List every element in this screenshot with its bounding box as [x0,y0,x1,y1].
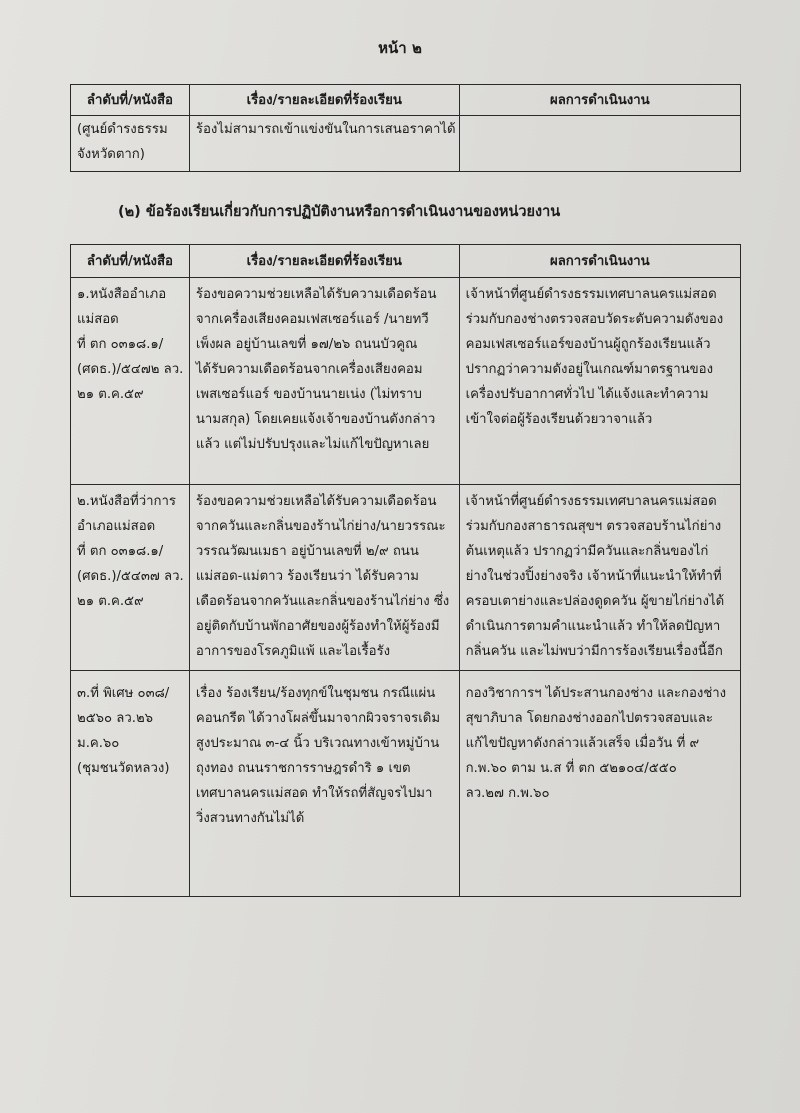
table-row [71,671,741,897]
cell-line: แม่สอด-แม่ตาว ร้องเรียนว่า ได้รับความ [195,569,419,584]
cell-line: อำเภอแม่สอด [77,519,156,534]
cell-line: ร่วมกับกองสาธารณสุขฯ ตรวจสอบร้านไก่ย่าง [465,519,722,534]
cell-complaint-detail [189,671,459,897]
cell-line: ร้องไม่สามารถเข้าแข่งขันในการเสนอราคาได้ [195,122,456,137]
cell-result [459,278,740,485]
page-number: หน้า ๒ [378,39,422,57]
cell-line: ที่ ตก ๐๓๑๘.๑/ [77,337,164,352]
cell-line: ปรากฏว่าความดังอยู่ในเกณฑ์มาตรฐานของ [465,362,714,377]
cell-line: ๑.หนังสืออำเภอ [77,287,167,302]
table-row [71,116,741,172]
cell-line: อยู่ติดกับบ้านพักอาศัยของผู้ร้องทำให้ผู้ร้องมี [195,619,440,634]
cell-line: เรื่อง ร้องเรียน/ร้องทุกข์ในชุมชน กรณีแผ่น [195,686,436,701]
complaint-table-continued [70,84,741,172]
cell-line: จากเครื่องเสียงคอมเฟสเซอร์แอร์ /นายทวี [195,312,429,327]
cell-line: เพสเซอร์แอร์ ของบ้านนายเน่ง (ไม่ทราบ [195,387,422,402]
cell-line: วิ่งสวนทางกันไม่ได้ [195,811,305,826]
cell-line: เทศบาลนครแม่สอด ทำให้รถที่สัญจรไปมา [195,786,433,801]
cell-line: (ศดธ.)/๕๔๗๒ ลว. [77,362,184,377]
cell-complaint-detail [189,116,459,172]
cell-line: ต้นเหตุแล้ว ปรากฏว่ามีควันและกลิ่นของไก่ [465,544,709,559]
cell-line: วรรณวัฒนเมธา อยู่บ้านเลขที่ ๒/๙ ถนน [195,544,419,559]
cell-line: คอมเฟสเซอร์แอร์ของบ้านผู้ถูกร้องเรียนแล้ว [465,337,711,352]
cell-line: แม่สอด [77,312,119,327]
cell-line: ๒๕๖๐ ลว.๒๖ [77,711,154,726]
header-order-letter: ลำดับที่/หนังสือ [71,245,190,278]
cell-line: ๒.หนังสือที่ว่าการ [77,494,176,509]
cell-order-letter [71,485,190,671]
cell-line: เพ็งผล อยู่บ้านเลขที่ ๑๗/๒๖ ถนนบัวคูณ [195,337,418,352]
section-title: (๒) ข้อร้องเรียนเกี่ยวกับการปฏิบัติงานหรือการดำเนินงานของหน่วยงาน [118,204,561,220]
cell-order-letter [71,116,190,172]
cell-line: แก้ไขปัญหาดังกล่าวแล้วเสร็จ เมื่อวัน ที่ ๙ [465,736,700,751]
cell-line: เจ้าหน้าที่ศูนย์ดำรงธรรมเทศบาลนครแม่สอด [465,494,717,509]
cell-line: ดำเนินการตามคำแนะนำแล้ว ทำให้ลดปัญหา [465,619,721,634]
cell-result [459,671,740,897]
cell-line: จังหวัดตาก) [77,147,145,162]
cell-line: ลว.๒๗ ก.พ.๖๐ [465,786,550,801]
cell-result [459,116,740,172]
cell-complaint-detail [189,485,459,671]
cell-line: ร้องขอความช่วยเหลือได้รับความเดือดร้อน [195,287,437,302]
cell-complaint-detail [189,278,459,485]
cell-result [459,485,740,671]
header-result: ผลการดำเนินงาน [459,85,740,116]
header-order-letter: ลำดับที่/หนังสือ [71,85,190,116]
cell-line: คอนกรีต ได้วางโผล่ขึ้นมาจากผิวจราจรเดิม [195,711,441,726]
cell-line: กองวิชาการฯ ได้ประสานกองช่าง และกองช่าง [465,686,727,701]
table-header-row [71,85,741,116]
cell-line: เครื่องปรับอากาศทั่วไป ได้แจ้งและทำความ [465,387,709,402]
table-row [71,485,741,671]
cell-line: ร้องขอความช่วยเหลือได้รับความเดือดร้อน [195,494,437,509]
header-complaint-detail: เรื่อง/รายละเอียดที่ร้องเรียน [189,245,459,278]
cell-line: เข้าใจต่อผู้ร้องเรียนด้วยวาจาแล้ว [465,412,653,427]
cell-line: (ชุมชนวัดหลวง) [77,761,170,776]
cell-line: ๒๑ ต.ค.๕๙ [77,594,144,609]
cell-line: นามสกุล) โดยเคยแจ้งเจ้าของบ้านดังกล่าว [195,412,436,427]
header-complaint-detail: เรื่อง/รายละเอียดที่ร้องเรียน [189,85,459,116]
cell-line: เดือดร้อนจากควันและกลิ่นของร้านไก่ย่าง ซึ่ง [195,594,450,609]
cell-line: ร่วมกับกองช่างตรวจสอบวัดระดับความดังของ [465,312,724,327]
table-row [71,278,741,485]
cell-line: ม.ค.๖๐ [77,736,120,751]
cell-line: แล้ว แต่ไม่ปรับปรุงและไม่แก้ไขปัญหาเลย [195,437,430,452]
cell-line: สูงประมาณ ๓-๔ นิ้ว บริเวณทางเข้าหมู่บ้าน [195,736,440,751]
cell-line: กลิ่นควัน และไม่พบว่ามีการร้องเรียนเรื่องนี้อีก [465,644,723,659]
cell-line: ๓.ที่ พิเศษ ๐๓๘/ [77,686,170,701]
cell-line: ที่ ตก ๐๓๑๘.๑/ [77,544,164,559]
header-result: ผลการดำเนินงาน [459,245,740,278]
cell-line: อาการของโรคภูมิแพ้ และไอเรื้อรัง [195,644,391,659]
table-header-row [71,245,741,278]
cell-line: ได้รับความเดือดร้อนจากเครื่องเสียงคอม [195,362,423,377]
cell-line: เจ้าหน้าที่ศูนย์ดำรงธรรมเทศบาลนครแม่สอด [465,287,717,302]
cell-order-letter [71,278,190,485]
cell-line: ครอบเตาย่างและปล่องดูดควัน ผู้ขายไก่ย่างได้ [465,594,725,609]
cell-line: ๒๑ ต.ค.๕๙ [77,387,144,402]
cell-line: สุขาภิบาล โดยกองช่างออกไปตรวจสอบและ [465,711,713,726]
complaint-table [70,244,741,897]
cell-line: ถุงทอง ถนนราชการราษฎรดำริ ๑ เขต [195,761,411,776]
cell-line: (ศดธ.)/๕๔๓๗ ลว. [77,569,184,584]
cell-line: จากควันและกลิ่นของร้านไก่ย่าง/นายวรรณะ [195,519,446,534]
cell-line: ก.พ.๖๐ ตาม น.ส ที่ ตก ๕๒๑๐๔/๕๕๐ [465,761,677,776]
cell-line: ย่างในช่วงปิ้งย่างจริง เจ้าหน้าที่แนะนำให้ทำที่ [465,569,722,584]
cell-order-letter [71,671,190,897]
cell-line: (ศูนย์ดำรงธรรม [77,122,168,137]
